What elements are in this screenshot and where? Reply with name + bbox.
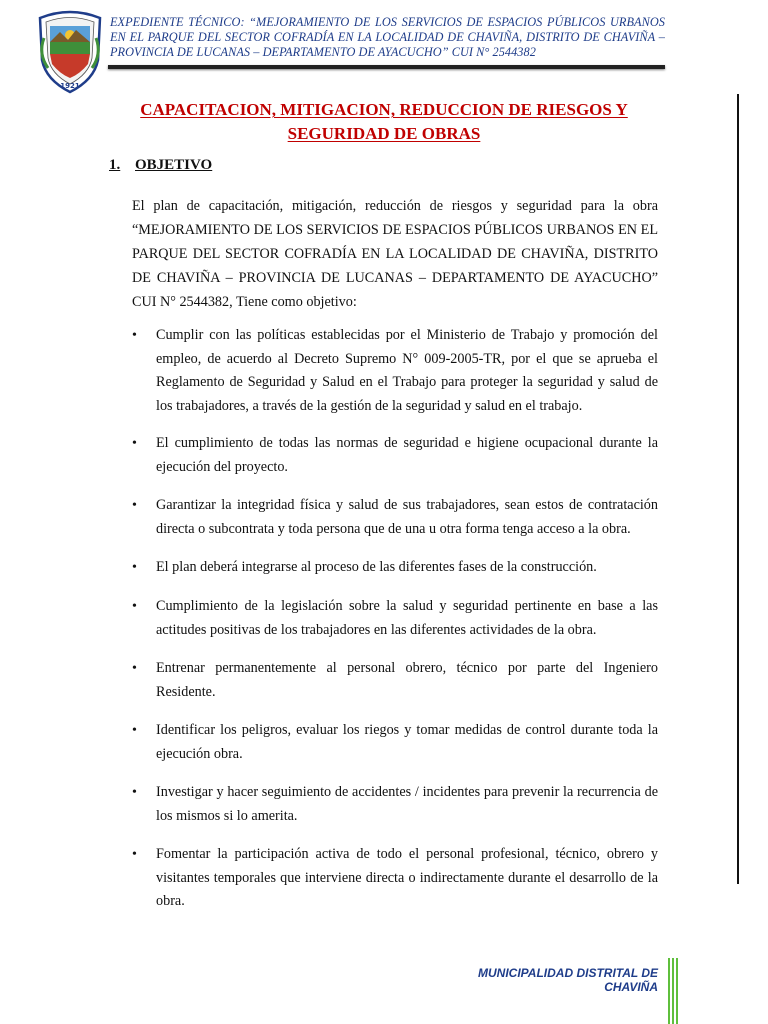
- bullet-icon: •: [132, 785, 137, 800]
- crest-year: 1921: [60, 82, 80, 90]
- footer-bar-left: [668, 958, 670, 1024]
- footer-bar-middle: [672, 958, 674, 1024]
- bullet-icon: •: [132, 847, 137, 862]
- list-item-text: El cumplimiento de todas las normas de seguridad e higiene ocupacional durante la ejecución del proyecto.: [156, 435, 658, 475]
- list-item: [132, 595, 658, 642]
- section-heading: [109, 157, 212, 174]
- list-item-text: Identificar los peligros, evaluar los riegos y tomar medidas de control durante toda la ejecución obra.: [156, 722, 658, 762]
- list-item: [132, 781, 658, 828]
- section-number: 1.: [109, 157, 121, 173]
- list-item: [132, 719, 658, 766]
- municipal-crest-logo: [34, 8, 106, 94]
- list-item-text: Cumplimiento de la legislación sobre la salud y seguridad pertinente en base a las actitudes positivas de los trabajadores en las diferentes actividades de la obra.: [156, 598, 658, 638]
- bullet-icon: •: [132, 661, 137, 676]
- list-item-text: Investigar y hacer seguimiento de accidentes / incidentes para prevenir la recurrencia de los mismos si lo amerita.: [156, 784, 658, 824]
- document-header: EXPEDIENTE TÉCNICO: “MEJORAMIENTO DE LOS SERVICIOS DE ESPACIOS PÚBLICOS URBANOS EN EL PARQUE DEL SECTOR COFRADÍA EN LA LOCALIDAD DE CHAVIÑA, DISTRITO DE CHAVIÑA – PROVINCIA DE LUCANAS – DEPARTAMENTO DE AYACUCHO” CUI N° 2544382: [110, 15, 665, 60]
- list-item-text: El plan deberá integrarse al proceso de las diferentes fases de la construcción.: [156, 559, 597, 575]
- bullet-icon: •: [132, 560, 137, 575]
- bullet-icon: •: [132, 599, 137, 614]
- page-title: CAPACITACION, MITIGACION, REDUCCION DE RIESGOS Y SEGURIDAD DE OBRAS: [140, 100, 628, 143]
- list-item: [132, 494, 658, 541]
- bullet-icon: •: [132, 723, 137, 738]
- list-item: [132, 432, 658, 479]
- list-item-text: Cumplir con las políticas establecidas por el Ministerio de Trabajo y promoción del empleo, de acuerdo al Decreto Supremo N° 009-2005-TR, por el que se aprueba el Reglamento de Seguridad y Salud en el Trabajo para proteger la seguridad y salud de los trabajadores, a través de la gestión de la seguridad y salud en el trabajo.: [156, 327, 658, 414]
- footer-bar-right: [676, 958, 678, 1024]
- list-item-text: Fomentar la participación activa de todo el personal profesional, técnico, obrero y visitantes temporales que interviene directa o indirectamente durante el desarrollo de la obra.: [156, 846, 658, 909]
- list-item: [132, 843, 658, 914]
- bullet-icon: •: [132, 328, 137, 343]
- bullet-icon: •: [132, 498, 137, 513]
- footer-municipality: MUNICIPALIDAD DISTRITAL DE CHAVIÑA: [478, 966, 658, 994]
- intro-paragraph: El plan de capacitación, mitigación, reducción de riesgos y seguridad para la obra “MEJORAMIENTO DE LOS SERVICIOS DE ESPACIOS PÚBLICOS URBANOS EN EL PARQUE DEL SECTOR COFRADÍA EN LA LOCALIDAD DE CHAVIÑA, DISTRITO DE CHAVIÑA – PROVINCIA DE LUCANAS – DEPARTAMENTO DE AYACUCHO” CUI N° 2544382, Tiene como objetivo:: [132, 198, 658, 310]
- right-margin-line: [737, 94, 739, 884]
- bullet-icon: •: [132, 436, 137, 451]
- list-item: [132, 657, 658, 704]
- list-item: [132, 556, 658, 580]
- list-item: [132, 324, 658, 418]
- list-item-text: Entrenar permanentemente al personal obrero, técnico por parte del Ingeniero Residente.: [156, 660, 658, 700]
- header-divider: [108, 65, 665, 69]
- section-title: OBJETIVO: [135, 157, 213, 173]
- list-item-text: Garantizar la integridad física y salud de sus trabajadores, sean estos de contratación directa o subcontrata y toda persona que de una u otra forma tenga acceso a la obra.: [156, 497, 658, 537]
